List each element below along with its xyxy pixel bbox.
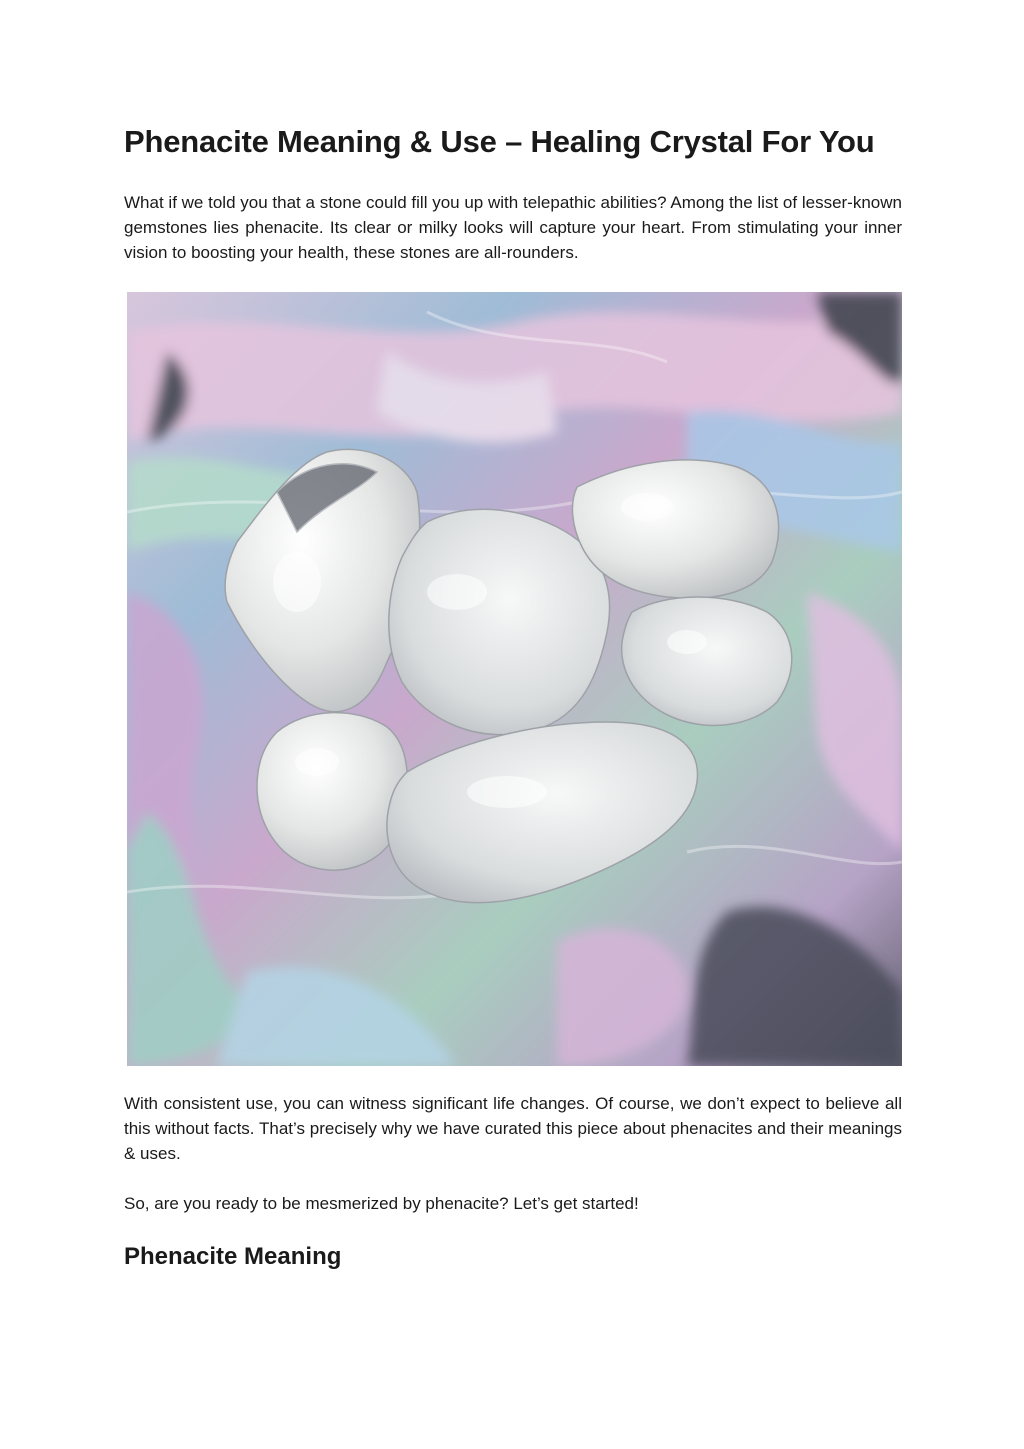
phenacite-illustration [127,292,902,1066]
body-paragraph-3: So, are you ready to be mesmerized by phenacite? Let’s get started! [124,1194,639,1213]
section-heading: Phenacite Meaning [124,1243,342,1270]
intro-paragraph: What if we told you that a stone could fill you up with telepathic abilities? Among the list of lesser-known gemstones lies phenacite. Its clear or milky looks will capture your heart. From stimulating your inner vision to boosting your health, these stones are all-rounders. [124,193,902,262]
article-title: Phenacite Meaning & Use – Healing Crystal For You [124,124,875,159]
phenacite-photo [127,292,902,1066]
body-paragraph-2: With consistent use, you can witness significant life changes. Of course, we don’t expect to believe all this without facts. That’s precisely why we have curated this piece about phenacites and their meanings & uses. [124,1094,902,1163]
